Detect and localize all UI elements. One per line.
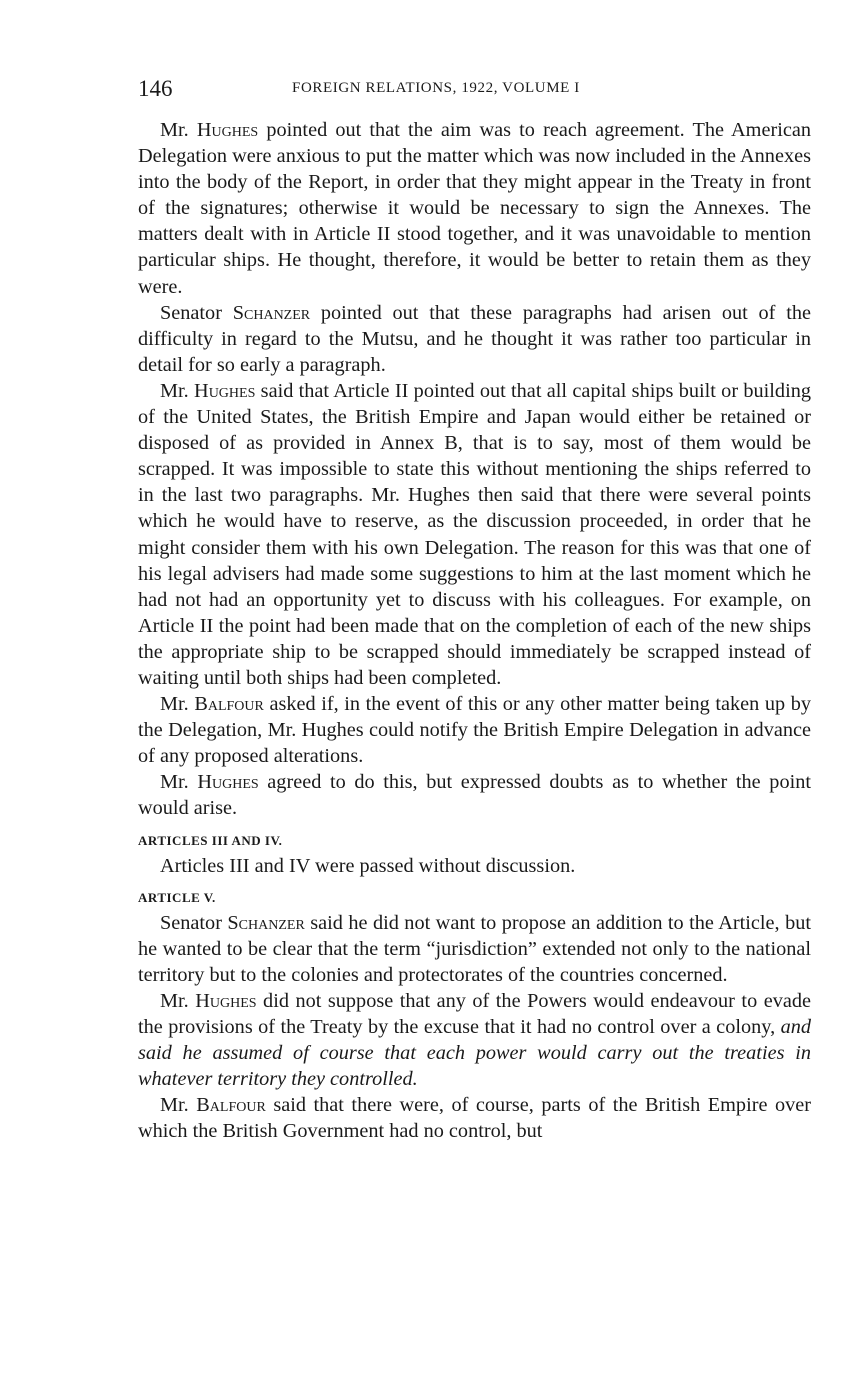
- paragraph: [138, 691, 811, 769]
- paragraph: [138, 117, 811, 300]
- paragraph: [138, 378, 811, 691]
- speaker-name: Hughes: [195, 989, 257, 1012]
- paragraph-text: pointed out that these paragraphs had arisen out of the difficulty in regard to the Mutsu, and he thought it was rather too particular in detail for so early a paragraph.: [138, 301, 811, 376]
- speaker-title: Mr.: [160, 1094, 197, 1117]
- paragraph: [138, 988, 811, 1092]
- speaker-name: Hughes: [196, 119, 259, 141]
- page-header: [138, 76, 814, 106]
- paragraph-text: agreed to do this, but expressed doubts as to whether the point would arise.: [138, 771, 811, 820]
- speaker-title: Senator: [160, 911, 228, 934]
- paragraph-text: said that Article II pointed out that all capital ships built or building of the United States, the British Empire and Japan would either be retained or disposed of as provided in Annex B, that is to say, most of them would be scrapped. It was impossible to state this without mentioning the ships referred to in the last two paragraphs. Mr. Hughes then said that there were several points which he would have to reserve, as the discussion proceeded, in order that he might consider them with his own Delegation. The reason for this was that one of his legal advisers had made some suggestions to him at the last moment which he had not had an opportunity yet to discuss with his colleagues. For example, on Article II the point had been made that on the completion of each of the new ships the appropriate ship to be scrapped should immediately be scrapped instead of waiting until both ships had been completed.: [138, 379, 811, 689]
- paragraph-text: said he did not want to propose an addition to the Article, but he wanted to be clear that the term “jurisdiction” extended not only to the national territory but to the colonies and protectorates of the countries concerned.: [138, 911, 811, 986]
- speaker-name: Hughes: [194, 379, 256, 402]
- paragraph-text: asked if, in the event of this or any other matter being taken up by the Delegation, Mr. Hughes could notify the British Empire Delegation in advance of any proposed alterations.: [138, 693, 812, 768]
- speaker-title: Mr.: [160, 693, 195, 716]
- speaker-title: Mr.: [160, 771, 198, 794]
- section-heading: ARTICLE V.: [138, 889, 216, 905]
- paragraph-text: said that there were, of course, parts of the British Empire over which the British Government had no control, but: [138, 1094, 812, 1143]
- paragraph: [138, 910, 811, 988]
- paragraph-text: pointed out that the aim was to reach agreement. The American Delegation were anxious to put the matter which was now included in the Annexes into the body of the Report, in order that they might appear in the Treaty in front of the signatures; otherwise it would be necessary to sign the Annexes. The matters dealt with in Article II stood together, and it was unavoidable to mention particular ships. He thought, therefore, it would be better to retain them as they were.: [138, 119, 811, 298]
- paragraph: Articles III and IV were passed without discussion.: [160, 854, 576, 877]
- paragraph: [138, 769, 811, 821]
- document-body: [138, 117, 811, 1144]
- speaker-title: Senator: [160, 301, 233, 324]
- paragraph: [138, 1092, 811, 1144]
- section-heading: ARTICLES III AND IV.: [138, 832, 283, 848]
- paragraph: [138, 300, 811, 378]
- paragraph-text: did not suppose that any of the Powers would endeavour to evade the provisions of the Treaty by the excuse that it had no control over a colony,: [138, 989, 811, 1038]
- speaker-title: Mr.: [160, 119, 197, 141]
- speaker-name: Balfour: [196, 1094, 266, 1117]
- italic-insertion: and said he assumed of course that each power would carry out the treaties in whatever territory they controlled.: [138, 1016, 811, 1091]
- speaker-name: Schanzer: [227, 911, 305, 934]
- speaker-name: Schanzer: [232, 301, 311, 324]
- speaker-name: Balfour: [194, 693, 264, 716]
- speaker-title: Mr.: [160, 379, 195, 402]
- speaker-title: Mr.: [160, 989, 196, 1012]
- speaker-name: Hughes: [197, 771, 259, 794]
- running-title: FOREIGN RELATIONS, 1922, VOLUME I: [292, 80, 580, 96]
- page-number: 146: [138, 76, 173, 101]
